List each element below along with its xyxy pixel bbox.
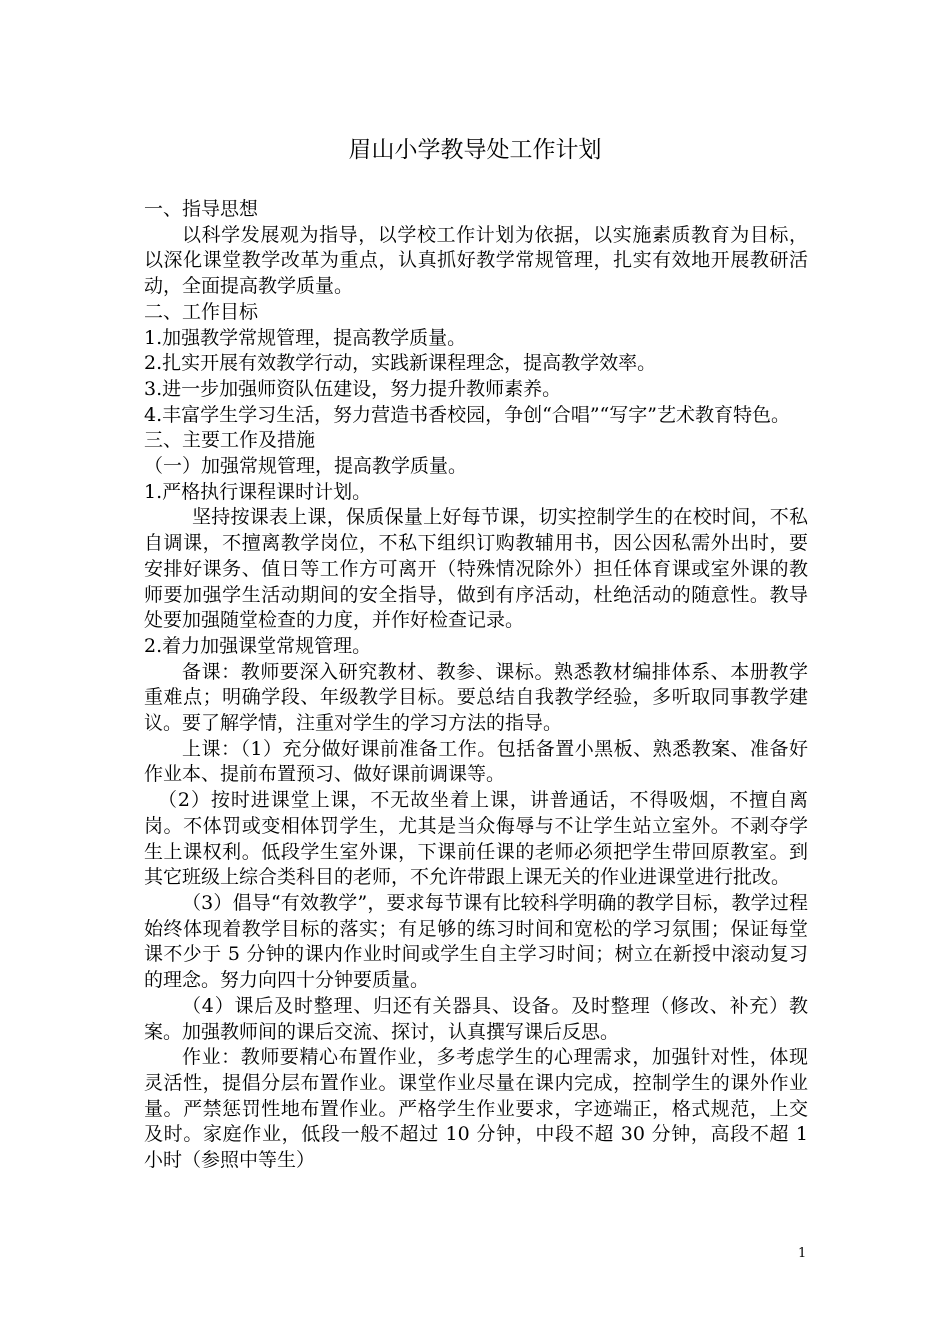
paragraph-class-3: （3）倡导“有效教学”，要求每节课有比较科学明确的教学目标，教学过程始终体现着教学目标的落实；有足够的练习时间和宽松的学习氛围；保证每堂课不少于 5 分钟的课内作业时间或学生自主学习时间；树立在新授中滚动复习的理念。努力向四十分钟要质量。 xyxy=(144,891,808,992)
subheading-course-schedule: 1.严格执行课程课时计划。 xyxy=(144,480,372,503)
goal-item: 2.扎实开展有效教学行动，实践新课程理念，提高教学效率。 xyxy=(144,352,657,375)
heading-guiding-ideology: 一、指导思想 xyxy=(144,198,259,220)
document-body xyxy=(144,197,808,1174)
subheading-routine-management: （一）加强常规管理，提高教学质量。 xyxy=(144,455,468,478)
paragraph-class-4: （4）课后及时整理、归还有关器具、设备。及时整理（修改、补充）教案。加强教师间的课后交流、探讨，认真撰写课后反思。 xyxy=(144,994,808,1043)
paragraph-course-schedule: 坚持按课表上课，保质保量上好每节课，切实控制学生的在校时间，不私自调课，不擅离教学岗位，不私下组织订购教辅用书，因公因私需外出时，要安排好课务、值日等工作方可离开（特殊情况除外）担任体育课或室外课的教师要加强学生活动期间的安全指导，做到有序活动，杜绝活动的随意性。教导处要加强随堂检查的力度，并作好检查记录。 xyxy=(144,506,808,632)
paragraph-class-1: 上课：（1）充分做好课前准备工作。包括备置小黑板、熟悉教案、准备好作业本、提前布置预习、做好课前调课等。 xyxy=(144,737,808,786)
goal-item: 1.加强教学常规管理，提高教学质量。 xyxy=(144,326,467,349)
paragraph-class-2: （2）按时进课堂上课，不无故坐着上课，讲普通话，不得吸烟，不擅自离岗。不体罚或变相体罚学生，尤其是当众侮辱与不让学生站立室外。不剥夺学生上课权利。低段学生室外课，下课前任课的老师必须把学生带回原教室。到其它班级上综合类科目的老师，不允许带跟上课无关的作业进课堂进行批改。 xyxy=(144,789,808,889)
document-title: 眉山小学教导处工作计划 xyxy=(348,137,602,163)
heading-main-work: 三、主要工作及措施 xyxy=(144,429,316,452)
subheading-classroom-management: 2.着力加强课堂常规管理。 xyxy=(144,634,372,657)
goal-item: 4.丰富学生学习生活，努力营造书香校园，争创“合唱”“写字”艺术教育特色。 xyxy=(144,403,790,426)
goal-item: 3.进一步加强师资队伍建设，努力提升教师素养。 xyxy=(144,377,562,400)
page-number: 1 xyxy=(798,1246,807,1261)
heading-work-goals: 二、工作目标 xyxy=(144,300,259,323)
paragraph-lesson-prep: 备课：教师要深入研究教材、教参、课标。熟悉教材编排体系、本册教学重难点；明确学段、年级教学目标。要总结自我教学经验，多听取同事教学建议。要了解学情，注重对学生的学习方法的指导。 xyxy=(144,660,808,735)
paragraph-homework: 作业：教师要精心布置作业，多考虑学生的心理需求，加强针对性，体现灵活性，提倡分层布置作业。课堂作业尽量在课内完成，控制学生的课外作业量。严禁惩罚性地布置作业。严格学生作业要求，字迹端正，格式规范，上交及时。家庭作业，低段一般不超过 10 分钟，中段不超 30 分钟，高段不超 1 小时（参照中等生） xyxy=(144,1046,808,1172)
paragraph-guiding-ideology: 以科学发展观为指导，以学校工作计划为依据，以实施素质教育为目标，以深化课堂教学改革为重点，认真抓好教学常规管理，扎实有效地开展教研活动，全面提高教学质量。 xyxy=(144,223,808,298)
